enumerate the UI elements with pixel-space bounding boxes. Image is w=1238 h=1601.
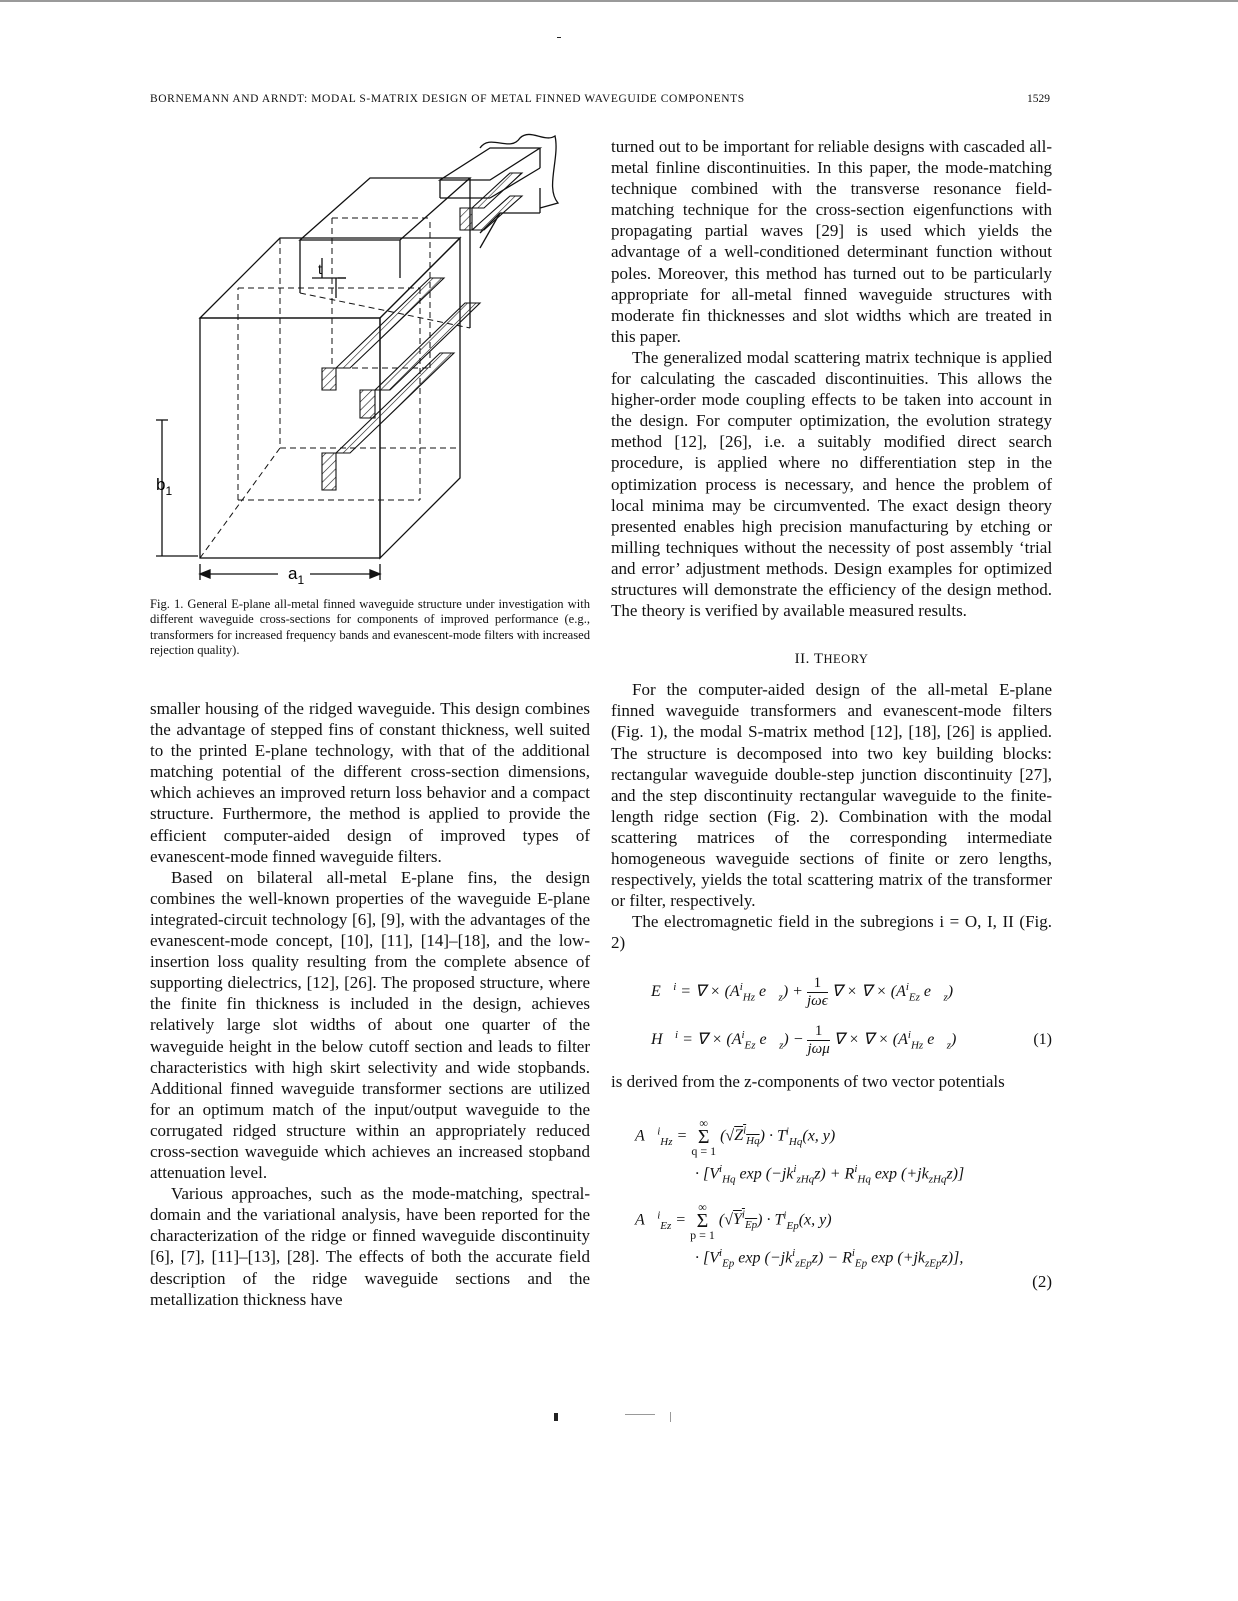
- fin-3: [460, 208, 472, 230]
- running-header: [150, 93, 1050, 105]
- figure-1-waveguide-diagram: [150, 128, 590, 588]
- right-paragraph-5: is derived from the z-components of two vector potentials: [611, 1072, 1005, 1092]
- left-paragraph-2: Based on bilateral all-metal E-plane fins, the design combines the well-known properties of the waveguide E-plane integrated-circuit technology [6], [9], with the advantages of the evanescent-mode concept, [10], [11], [14]–[18], and the low-insertion loss quality resulting from the complete absence of supporting dielectrics, [12], [26]. The proposed structure, where the finite fin thickness is included in the design, achieves relatively large slot widths of about one quarter of the waveguide height in the below cutoff section and leads to filter characteristics with high skirt selectivity and wide stopbands. Additional finned waveguide transformer sections are utilized for an optimum match of the input/output waveguide to the corrugated ridged structure within an appropriately reduced cross-section waveguide which achieves an increased stopband attenuation level.: [150, 867, 590, 1183]
- right-paragraph-4: The electromagnetic field in the subregions i = O, I, II (Fig. 2): [611, 912, 1052, 953]
- figure-label-b: $b_1$: [156, 475, 173, 498]
- scan-mark: [625, 1414, 655, 1415]
- equation-1-number: (1): [1033, 1031, 1052, 1049]
- equation-1b: H⃗$^i$ = ∇ × ($A^i_{Ez}$ $e⃗_z$) − $\frac{1}{\text{jωμ}}$ ∇ × ∇ × ($A^i_{Hz}$ $e⃗_z$) (1): [651, 1023, 1052, 1058]
- section-heading-theory: II. THEORY: [794, 651, 869, 668]
- right-paragraph-1: turned out to be important for reliable designs with cascaded all-metal finline discontinuities. In this paper, the mode-matching technique combined with the transverse resonance field-matching technique for the cross-section eigenfunctions with propagating partial waves [29] is used which yields the advantage of a well-conditioned determinant function without poles. Moreover, this method has turned out to be particularly appropriate for all-metal finned waveguide structures with moderate fin thicknesses and slot widths which are treated in this paper.: [611, 137, 1052, 346]
- equation-1a: E⃗$^i$ = ∇ × ($A^i_{Hz}$ $e⃗_z$) + $\frac{1}{\text{jωϵ}}$ ∇ × ∇ × ($A^i_{Ez}$ $e⃗_z$): [651, 975, 954, 1010]
- scan-mark: [670, 1412, 671, 1422]
- fin-2: [322, 453, 336, 490]
- equation-2a: A⃗$^i_{Hz}$ = ∞ Σ q = 1 $(√Z^i_{Hq}) \cdot T^i_{Hq}(x$, y): [635, 1115, 836, 1158]
- left-column: [150, 698, 590, 1310]
- scan-mark: [554, 1413, 558, 1421]
- right-paragraph-2: The generalized modal scattering matrix technique is applied for calculating the cascaded discontinuities. This allows the higher-order mode coupling effects to be taken into account in the design. For computer optimization, the evolution strategy method [12], [26], i.e. a suitably modified direct search procedure, is applied where no differentiation step in the optimization process is necessary, and hence the problem of local minima may be circumvented. The exact design theory presented enables high precision manufacturing by etching or milling techniques without the necessity of post assembly ‘trial and error’ adjustment methods. Design examples for optimized structures will demonstrate the efficiency of the design method. The theory is verified by available measured results.: [611, 347, 1052, 621]
- left-paragraph-3: Various approaches, such as the mode-matching, spectral-domain and the variational analysis, have been reported for the characterization of the ridge or finned waveguide discontinuity [6], [7], [11]–[13], [28]. The effects of both the accurate field description of the ridge waveguide sections and the metallization thickness have: [150, 1184, 590, 1309]
- fin-1: [322, 368, 336, 390]
- running-title: BORNEMANN AND ARNDT: MODAL S-MATRIX DESIGN OF METAL FINNED WAVEGUIDE COMPONENTS: [150, 93, 745, 105]
- figure-label-a: $a_1$: [288, 564, 305, 587]
- scan-mark: [557, 37, 561, 38]
- equation-2b: · [$V^i_{Hq}$ $\exp (-jk^i_{zHq}z) + R^i_{Hq}$ $\exp (+jk_{zHq}z)$]: [695, 1162, 965, 1186]
- top-rule: [0, 0, 1238, 2]
- left-paragraph-1: smaller housing of the ridged waveguide. This design combines the advantage of stepped fins of constant thickness, well suited to the printed E-plane technology, with that of the additional matching potential of the different cross-section dimensions, which achieves an improved return loss behavior and a compact structure. Furthermore, the method is applied to provide the efficient computer-aided design of improved types of evanescent-mode finned waveguide filters.: [150, 699, 590, 866]
- right-column: [611, 136, 1052, 1292]
- page-number: 1529: [1027, 93, 1050, 105]
- figure-1-caption: Fig. 1. General E-plane all-metal finned waveguide structure under investigation with different waveguide cross-sections for components of improved performance (e.g., transformers for increased frequency bands and evanescent-mode filters with increased rejection quality).: [150, 597, 590, 657]
- figure-label-t: t: [318, 261, 322, 277]
- right-paragraph-3: For the computer-aided design of the all-metal E-plane finned waveguide transformers and evanescent-mode filters (Fig. 1), the modal S-matrix method [12], [18], [26] is applied. The structure is decomposed into two key building blocks: rectangular waveguide double-step junction discontinuity [27], and the step discontinuity rectangular waveguide to the finite-length ridge section (Fig. 2). Combination with the modal scattering matrices of the corresponding intermediate homogeneous waveguide sections of finite or zero lengths, respectively, yields the total scattering matrix of the transformer or filter, respectively.: [611, 680, 1052, 911]
- equation-2c: A⃗$^i_{Ez}$ = ∞ Σ p = 1 $(√Y^i_{Ep}) \cdot T^i_{Ep}(x$, y): [635, 1199, 832, 1242]
- equation-2-number: (2): [1032, 1271, 1052, 1291]
- equation-2d: · [$V^i_{Ep}$ $\exp (-jk^i_{zEp}z) - R^i_{Ep}$ $\exp (+jk_{zEp}z)$],: [695, 1246, 964, 1270]
